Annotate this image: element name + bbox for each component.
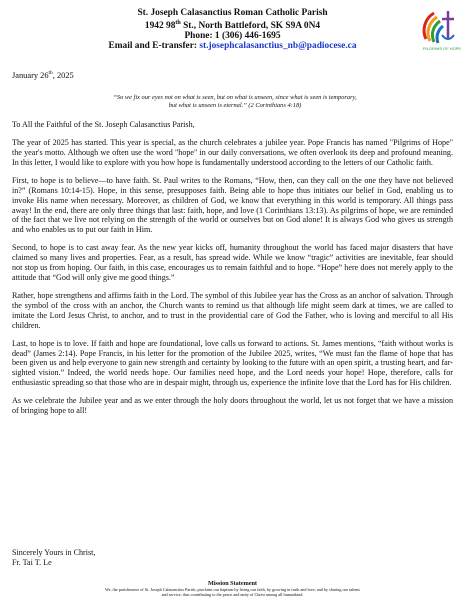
paragraph-2: First, to hope is to believe—to have faith. St. Paul writes to the Romans, “How, then, can they call on the one they have not believed in?” (Romans 10:14-15). Hope, in this sense, presupposes faith. Being able to hope thus initiates our belief in God, enabling us to invoke His name when necessary. Moreover, as children of God, we know that everything in this world is temporary. All things pass away! In the end, there are only three things that last: faith, hope, and love (1 Corinthians 13:13). As pilgrims of hope, we are reminded of the fact that we live not relying on the strength of the world or ourselves but on God alone! It is always God who gives us strength and who enables us to put our faith in Him. [12, 175, 453, 235]
quote-line-2: but what is unseen is eternal.” (2 Corinthians 4:18) [168, 102, 302, 109]
scripture-quote [60, 94, 410, 110]
mission-line-1: We, the parishioners of St. Joseph Calasanctius Parish, proclaim our baptism by living our faith, by growing in truth and love, and by sharing our talents [104, 587, 361, 592]
paragraph-6: As we celebrate the Jubilee year and as we enter through the holy doors throughout the world, let us not forget that we have a mission of bringing hope to all! [12, 396, 453, 416]
email-label: Email and E-transfer: [108, 41, 200, 52]
logo-caption: PILGRIMS OF HOPE [422, 46, 462, 51]
paragraph-4: Rather, hope strengthens and affirms faith in the Lord. The symbol of this Jubilee year has the Cross as an anchor of salvation. Through the symbol of the cross with an anchor, the Church wants to remind us that although life might seem dark at times, we are called to imitate the Lord Jesus Christ, to anchor, and to trust in the providential care of God the Father, who is loving and merciful to all His children. [12, 291, 453, 330]
quote-line-1: “So we fix our eyes not on what is seen, but on what is unseen, since what is seen is temporary, [113, 94, 357, 101]
closing-block [12, 548, 95, 568]
letterhead [0, 8, 465, 51]
paragraph-5: Last, to hope is to love. If faith and hope are foundational, love calls us forward to actions. St. James mentions, “faith without works is dead” (James 2:14). Pope Francis, in his letter for the promotion of the Jubilee 2025, writes, “We must fan the flame of hope that has been given us and help everyone to gain new strength and certainty by looking to the future with an open spirit, a trusting heart, and far-sighted vision.” Indeed, the world needs hope. Our families need hope, and the Lord needs your hope! Hope, therefore, calls for enthusiastic spreading so that those who are in despair might, through us, experience the infinite love that the Lord has for His children. [12, 338, 453, 388]
mission-line-2: and service, thus contributing to the peace and unity of Christ among all humankind. [161, 592, 304, 597]
mission-statement-title: Mission Statement [208, 580, 257, 587]
contact-email-line [0, 41, 465, 51]
salutation: To All the Faithful of the St. Joseph Calasanctius Parish, [12, 120, 195, 129]
mission-statement-text [20, 587, 445, 597]
parish-name: St. Joseph Calasanctius Roman Catholic Parish [137, 8, 328, 18]
signature: Fr. Tai T. Le [12, 557, 52, 567]
paragraph-3: Second, to hope is to cast away fear. As the new year kicks off, humanity throughout the world has faced major disasters that have claimed so many lives and properties. Fear, as a result, has spread wide. While we know “tragic” activities are inevitable, fear should not stop us from hoping. Our faith, in this case, encourages us to remain faithful and to hope. “Hope” here does not merely apply to the attitude that “God will only give me good things.” [12, 243, 453, 282]
letter-date: January 26th, 2025 [12, 70, 74, 80]
jubilee-cross-logo [420, 5, 464, 53]
parish-phone: Phone: 1 (306) 446-1695 [184, 31, 281, 42]
email-link[interactable]: st.josephcalasanctius_nb@padiocese.ca [199, 41, 357, 52]
paragraph-1: The year of 2025 has started. This year is special, as the church celebrates a jubilee year. Pope Francis has named "Pilgrims of Hope" the year's motto. Although we often use the word "hope" in our daily conversations, we often overlook its deep and profound meaning. In this letter, I would like to explore with you how hope is fundamentally understood according to the letters of our Catholic faith. [12, 138, 453, 167]
parish-address: 1942 98th St., North Battleford, SK S9A 0N4 [144, 20, 321, 32]
letter-body [12, 120, 453, 424]
closing-line: Sincerely Yours in Christ, [12, 548, 96, 557]
